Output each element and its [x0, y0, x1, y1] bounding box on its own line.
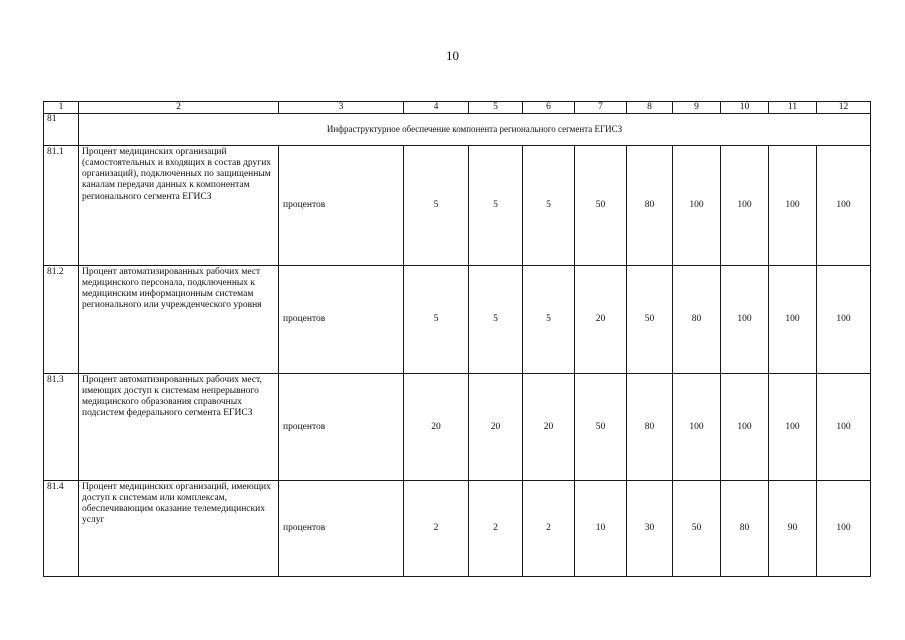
indicator-value: 10: [575, 481, 627, 577]
section-row: [44, 114, 871, 146]
indicator-value: 50: [673, 481, 721, 577]
indicator-value: 100: [769, 374, 817, 481]
indicator-value: 5: [469, 146, 523, 266]
indicator-value: 5: [404, 146, 469, 266]
indicator-value: 100: [817, 374, 871, 481]
indicator-value: 100: [673, 374, 721, 481]
indicator-name: Процент медицинских организаций, имеющих доступ к системам или комплексам, обеспечивающим оказание телемедицинских услуг: [79, 481, 279, 577]
column-number: 2: [79, 102, 279, 114]
indicator-code: 81.3: [44, 374, 79, 481]
indicator-value: 100: [721, 374, 769, 481]
indicator-value: 100: [721, 266, 769, 374]
column-number: 7: [575, 102, 627, 114]
column-number: 4: [404, 102, 469, 114]
indicator-value: 100: [769, 266, 817, 374]
table-body: [44, 102, 871, 577]
indicator-value: 80: [673, 266, 721, 374]
indicator-value: 80: [627, 374, 673, 481]
indicator-value: 100: [817, 146, 871, 266]
indicator-value: 50: [627, 266, 673, 374]
section-title: Инфраструктурное обеспечение компонента регионального сегмента ЕГИСЗ: [79, 114, 871, 146]
column-number: 6: [523, 102, 575, 114]
column-number: 9: [673, 102, 721, 114]
indicator-value: 80: [721, 481, 769, 577]
column-number-row: [44, 102, 871, 114]
indicator-unit: процентов: [279, 266, 404, 374]
indicator-value: 100: [769, 146, 817, 266]
indicator-value: 80: [627, 146, 673, 266]
column-number: 8: [627, 102, 673, 114]
table-row: [44, 146, 871, 266]
indicator-unit: процентов: [279, 374, 404, 481]
table-row: [44, 266, 871, 374]
indicator-value: 20: [575, 266, 627, 374]
column-number: 12: [817, 102, 871, 114]
indicator-value: 5: [404, 266, 469, 374]
indicator-value: 100: [721, 146, 769, 266]
indicator-value: 30: [627, 481, 673, 577]
page-number: 10: [446, 48, 459, 63]
indicator-code: 81.4: [44, 481, 79, 577]
column-number: 1: [44, 102, 79, 114]
indicator-value: 100: [673, 146, 721, 266]
indicator-value: 5: [523, 266, 575, 374]
indicator-value: 5: [469, 266, 523, 374]
indicator-value: 50: [575, 374, 627, 481]
indicator-value: 2: [469, 481, 523, 577]
indicator-value: 2: [404, 481, 469, 577]
indicator-value: 100: [817, 266, 871, 374]
indicator-name: Процент автоматизированных рабочих мест медицинского персонала, подключенных к медицинским информационным системам регионального или учрежденческого уровня: [79, 266, 279, 374]
column-number: 11: [769, 102, 817, 114]
table-row: [44, 481, 871, 577]
indicator-value: 5: [523, 146, 575, 266]
indicator-value: 90: [769, 481, 817, 577]
column-number: 3: [279, 102, 404, 114]
indicator-value: 20: [469, 374, 523, 481]
indicator-value: 100: [817, 481, 871, 577]
indicator-code: 81.1: [44, 146, 79, 266]
indicators-table: [43, 101, 871, 577]
indicator-unit: процентов: [279, 481, 404, 577]
column-number: 5: [469, 102, 523, 114]
indicator-code: 81.2: [44, 266, 79, 374]
indicator-name: Процент медицинских организаций (самостоятельных и входящих в состав других организаций), подключенных по защищенным каналам передачи данных к компонентам регионального сегмента ЕГИСЗ: [79, 146, 279, 266]
section-code: 81: [44, 114, 79, 146]
indicator-value: 2: [523, 481, 575, 577]
indicator-value: 20: [523, 374, 575, 481]
indicator-name: Процент автоматизированных рабочих мест, имеющих доступ к системам непрерывного медицинского образования справочных подсистем федерального сегмента ЕГИСЗ: [79, 374, 279, 481]
table-row: [44, 374, 871, 481]
column-number: 10: [721, 102, 769, 114]
indicator-value: 20: [404, 374, 469, 481]
indicator-unit: процентов: [279, 146, 404, 266]
indicator-value: 50: [575, 146, 627, 266]
